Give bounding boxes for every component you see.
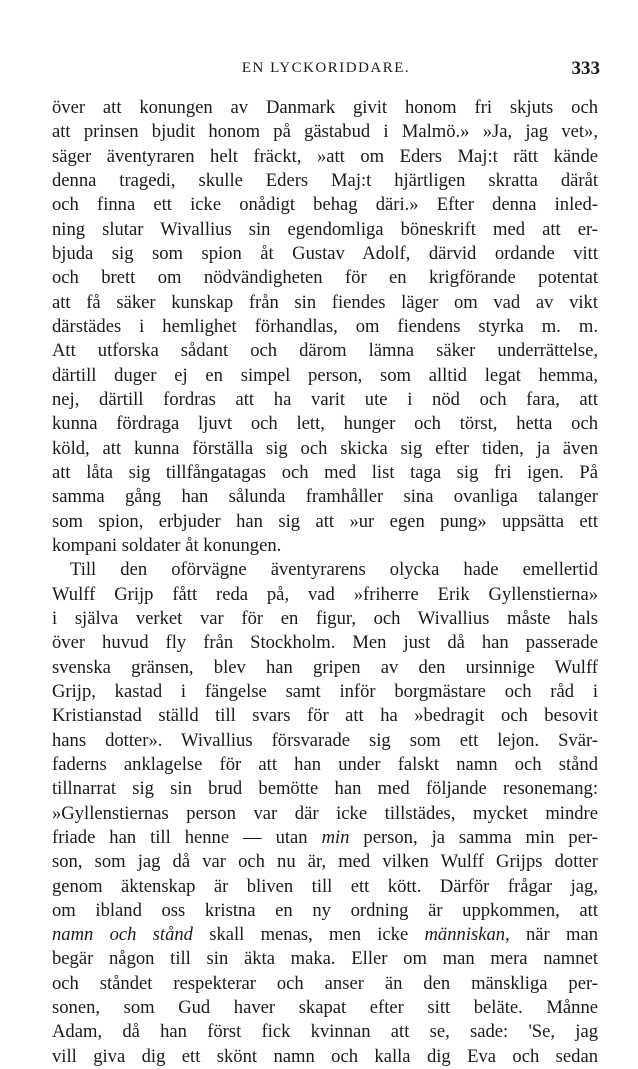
text-line: denna tragedi, skulle Eders Maj:t hjärtligen skratta däråt [52,169,598,191]
text-line: svenska gränsen, blev han gripen av den ursinnige Wulff [52,656,598,678]
text-line: köld, att kunna förställa sig och skicka sig efter tiden, ja även [52,437,598,459]
text-line: vill giva dig ett skönt namn och kalla dig Eva och sedan [52,1045,598,1067]
text-line: Att utforska sådant och därom lämna säker underrättelse, [52,340,598,362]
text-line: därstädes i hemlighet förhandlas, om fiendens styrka m. m. [52,315,598,337]
text-line: hans dotter». Wivallius försvarade sig som ett lejon. Svär- [52,729,598,751]
text-line: friade han till henne — utan min person, ja samma min per- [52,826,598,848]
paragraph-start-line: Till den oförvägne äventyrarens olycka hade emellertid [70,559,598,581]
text-line: Kristianstad ställd till svars för att ha »bedragit och besovit [52,705,598,727]
body-text [52,96,598,1069]
text-line: att prinsen bjudit honom på gästabud i Malmö.» »Ja, jag vet», [52,121,598,143]
text-line: genom äktenskap är bliven till ett kött. Därför frågar jag, [52,875,598,897]
text-line: son, som jag då var och nu är, med vilken Wulff Grijps dotter [52,851,598,873]
running-title: EN LYCKORIDDARE. [241,60,411,76]
text-line: Adam, då han först fick kvinnan att se, sade: 'Se, jag [52,1021,598,1043]
text-line: att få säker kunskap från sin fiendes läger om vad av vikt [52,291,598,313]
text-line: Grijp, kastad i fängelse samt inför borgmästare och råd i [52,680,598,702]
text-line: »Gyllenstiernas person var där icke tillstädes, mycket mindre [52,802,598,824]
text-line: ning slutar Wivallius sin egendomliga böneskrift med att er- [52,218,598,240]
text-line: över huvud fly från Stockholm. Men just då han passerade [52,632,598,654]
text-line: faderns anklagelse för att han under falskt namn och stånd [52,753,598,775]
text-line: namn och stånd skall menas, men icke människan, när man [52,924,598,946]
text-line: och brett om nödvändigheten för en krigförande potentat [52,267,598,289]
text-line: säger äventyraren helt fräckt, »att om Eders Maj:t rätt kände [52,145,598,167]
text-line: att låta sig tillfångatagas och med list taga sig fri igen. På [52,461,598,483]
text-line: och ståndet respekterar och anser än den mänskliga per- [52,972,598,994]
page-number: 333 [571,58,600,79]
text-line: därtill duger ej en simpel person, som alltid legat hemma, [52,364,598,386]
paragraph-end-line: kompani soldater åt konungen. [52,534,282,556]
text-line: bjuda sig som spion åt Gustav Adolf, därvid ordande vitt [52,242,598,264]
text-line: tillnarrat sig sin brud bemötte han med följande resonemang: [52,778,598,800]
page-header [52,58,600,82]
text-line: som spion, erbjuder han sig att »ur egen pung» uppsätta ett [52,510,598,532]
text-line: om ibland oss kristna en ny ordning är uppkommen, att [52,899,598,921]
text-line: över att konungen av Danmark givit honom fri skjuts och [52,97,598,118]
text-line: i själva verket var för en figur, och Wivallius måste hals [52,607,598,629]
text-line: sonen, som Gud haver skapat efter sitt beläte. Månne [52,997,598,1019]
text-line: samma gång han sålunda framhåller sina ovanliga talanger [52,486,598,508]
text-line: begär någon till sin äkta maka. Eller om man mera namnet [52,948,598,970]
text-line: Wulff Grijp fått reda på, vad »friherre Erik Gyllenstierna» [52,583,598,605]
text-line: kunna fördraga ljuvt och lett, hunger och törst, hetta och [52,413,598,435]
text-line: och finna ett icke onådigt behag däri.» Efter denna inled- [52,194,598,216]
text-line: nej, därtill fordras att ha varit ute i nöd och fara, att [52,388,598,410]
